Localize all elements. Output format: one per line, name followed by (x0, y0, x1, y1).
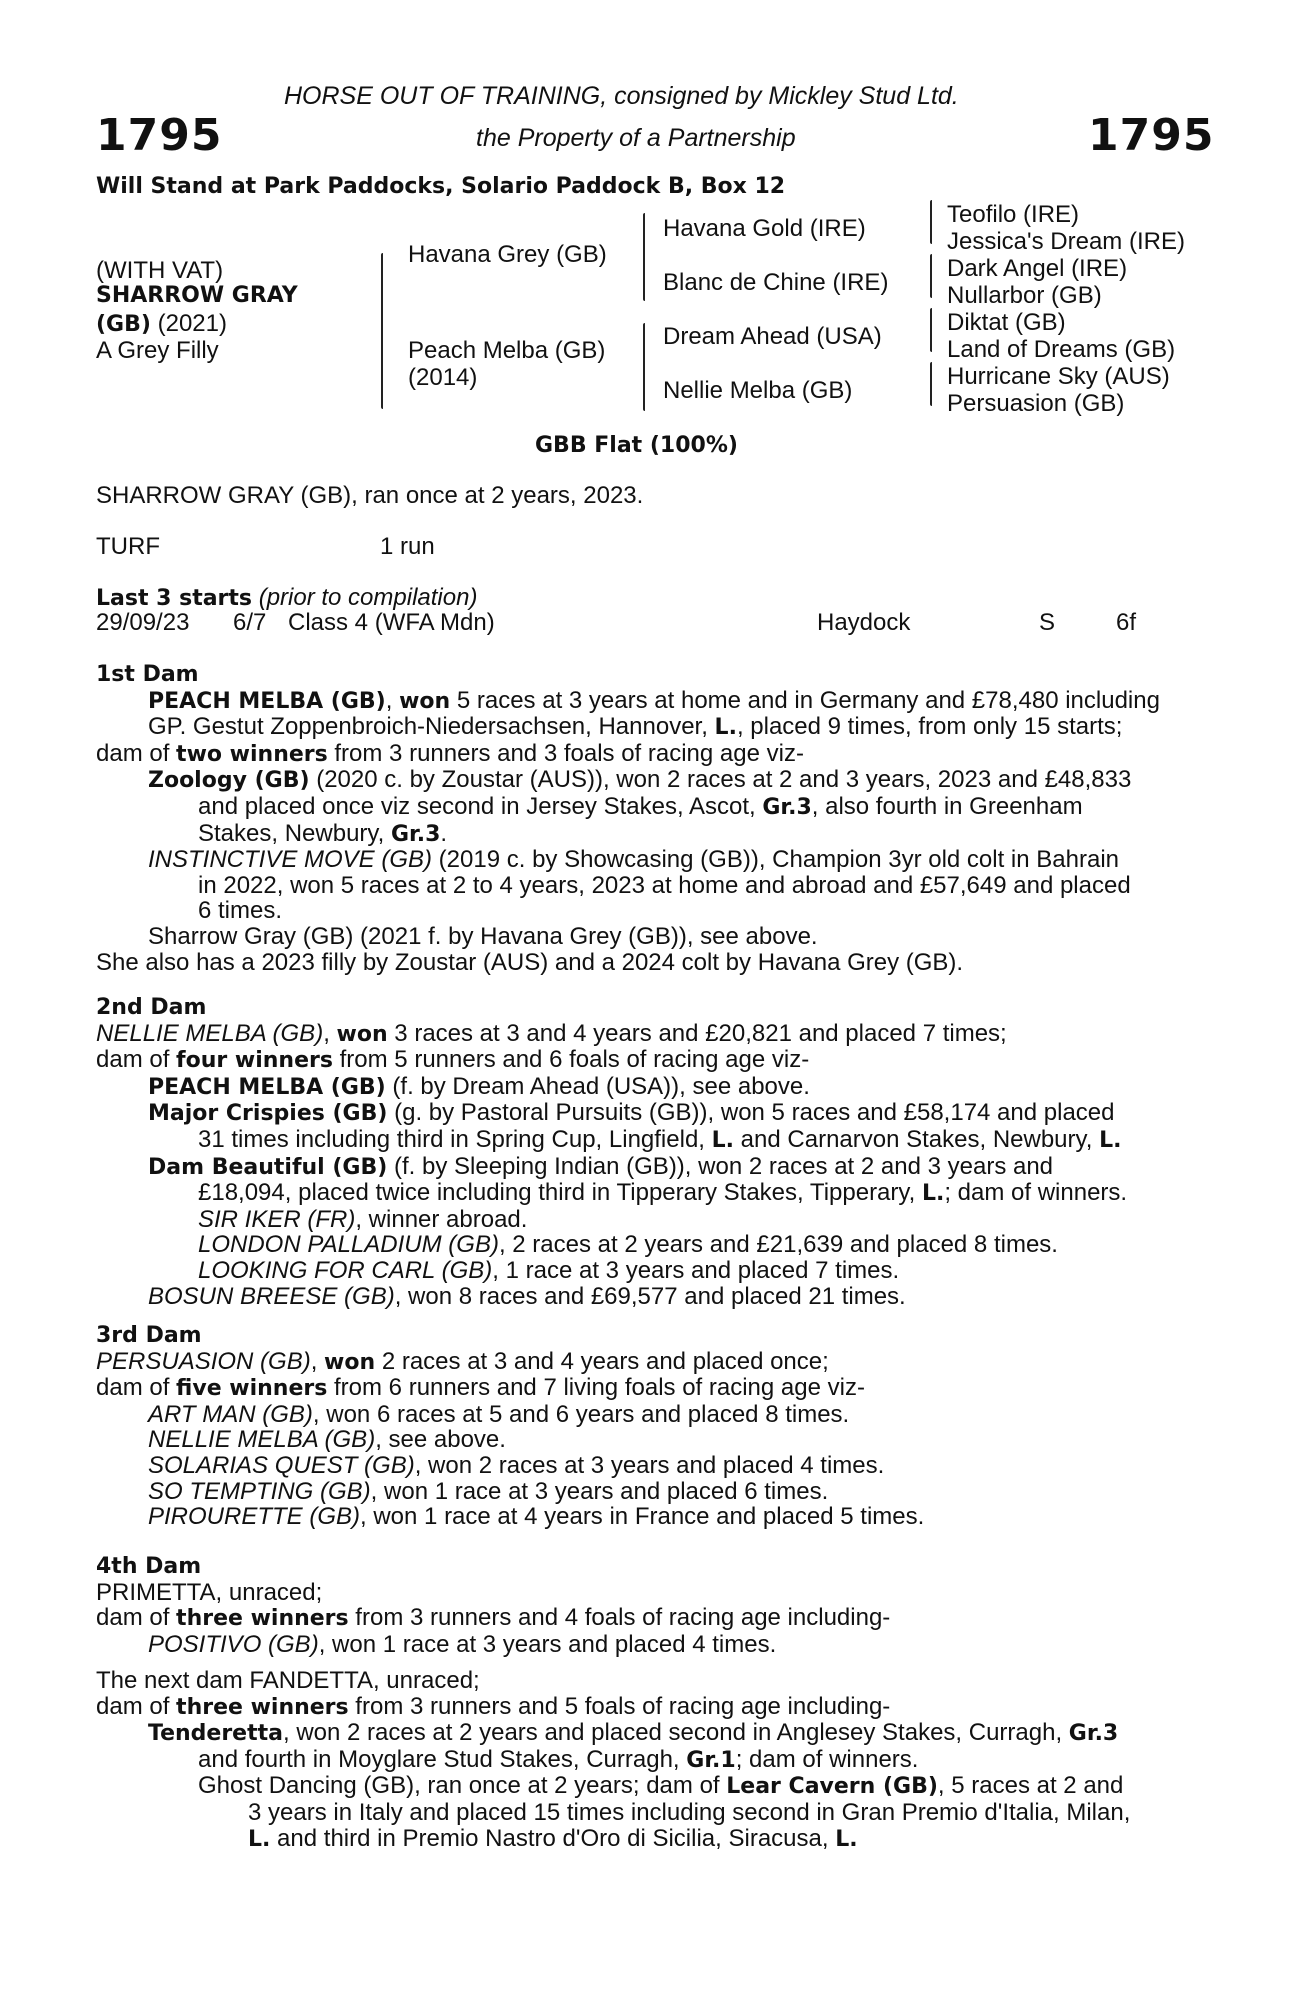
ghost-dancing-line-2: 3 years in Italy and placed 15 times including second in Gran Premio d'Italia, Milan, (248, 1798, 1131, 1826)
second-dam-heading: 2nd Dam (96, 995, 207, 1020)
pedigree-gen3-4: Nullarbor (GB) (947, 282, 1102, 309)
turf-label: TURF (96, 533, 160, 560)
vat-note: (WITH VAT) (96, 257, 224, 284)
race-summary: SHARROW GRAY (GB), ran once at 2 years, 2023. (96, 482, 644, 509)
horse-name: SHARROW GRAY (96, 283, 298, 308)
pedigree-dam-year: (2014) (408, 364, 478, 391)
pedigree-brace-g3-1 (930, 200, 932, 244)
next-dam-section (96, 1668, 1206, 1852)
pedigree-gen2-2: Blanc de Chine (IRE) (663, 269, 889, 296)
pedigree-brace-g3-3 (930, 308, 932, 352)
dam-beautiful-line-2: £18,094, placed twice including third in Tipperary Stakes, Tipperary, L.; dam of winners. (198, 1179, 1128, 1207)
pedigree-brace-dam (643, 323, 645, 411)
instinctive-line-1: INSTINCTIVE MOVE (GB) (2019 c. by Showcasing (GB)), Champion 3yr old colt in Bahrain (148, 846, 1120, 874)
pedigree-gen3-1: Teofilo (IRE) (947, 201, 1080, 228)
major-crispies-line-1: Major Crispies (GB) (g. by Pastoral Pursuits (GB)), won 5 races and £58,174 and placed (148, 1099, 1115, 1127)
third-dam-section (96, 1323, 1206, 1530)
ghost-dancing-line-1: Ghost Dancing (GB), ran once at 2 years; dam of Lear Cavern (GB), 5 races at 2 and (198, 1772, 1124, 1800)
pedigree-dam: Peach Melba (GB) (408, 337, 606, 364)
horse-description: A Grey Filly (96, 337, 219, 364)
tenderetta-line-2: and fourth in Moyglare Stud Stakes, Curragh, Gr.1; dam of winners. (198, 1745, 919, 1773)
list-item: NELLIE MELBA (GB), see above. (148, 1426, 506, 1454)
sharrow-line: Sharrow Gray (GB) (2021 f. by Havana Grey (GB)), see above. (148, 922, 818, 950)
zoology-line-3: Stakes, Newbury, Gr.3. (198, 819, 448, 847)
list-item: SO TEMPTING (GB), won 1 race at 3 years and placed 6 times. (148, 1477, 829, 1505)
pedigree-brace-main (381, 253, 383, 409)
third-dam-produce: dam of five winners from 6 runners and 7 living foals of racing age viz- (96, 1374, 865, 1402)
major-crispies-line-2: 31 times including third in Spring Cup, Lingfield, L. and Carnarvon Stakes, Newbury, L. (198, 1125, 1122, 1153)
zoology-line-2: and placed once viz second in Jersey Stakes, Ascot, Gr.3, also fourth in Greenham (198, 792, 1083, 820)
horse-country-year (96, 310, 227, 338)
pedigree-brace-sire (643, 213, 645, 301)
fourth-dam-record: PRIMETTA, unraced; (96, 1578, 323, 1606)
fourth-dam-heading: 4th Dam (96, 1554, 202, 1579)
list-item: SOLARIAS QUEST (GB), won 2 races at 3 years and placed 4 times. (148, 1451, 885, 1479)
last-starts-note: (prior to compilation) (258, 584, 478, 611)
turf-value: 1 run (380, 533, 435, 560)
last-starts-heading (96, 584, 477, 612)
pedigree-gen2-1: Havana Gold (IRE) (663, 215, 866, 242)
pedigree-gen3-8: Persuasion (GB) (947, 390, 1125, 417)
first-dam-heading: 1st Dam (96, 662, 199, 687)
last-starts-title: Last 3 starts (96, 586, 253, 611)
third-dam-heading: 3rd Dam (96, 1323, 202, 1348)
peach-melba-line: PEACH MELBA (GB) (f. by Dream Ahead (USA)), see above. (148, 1072, 810, 1100)
tenderetta-line-1: Tenderetta, won 2 races at 2 years and placed second in Anglesey Stakes, Curragh, Gr.3 (148, 1719, 1119, 1747)
fourth-dam-produce: dam of three winners from 3 runners and 4 foals of racing age including- (96, 1604, 891, 1632)
lot-number-left: 1795 (96, 110, 223, 161)
dam-beautiful-line-1: Dam Beautiful (GB) (f. by Sleeping Indian (GB)), won 2 races at 2 and 3 years and (148, 1152, 1054, 1180)
start-race: Class 4 (WFA Mdn) (288, 609, 495, 636)
consignor-line: HORSE OUT OF TRAINING, consigned by Mickley Stud Ltd. (284, 82, 959, 110)
first-dam-produce: dam of two winners from 3 runners and 3 foals of racing age viz- (96, 739, 804, 767)
list-item: ART MAN (GB), won 6 races at 5 and 6 years and placed 8 times. (148, 1400, 850, 1428)
start-going: S (1039, 609, 1056, 636)
zoology-line-1: Zoology (GB) (2020 c. by Zoustar (AUS)), won 2 races at 2 and 3 years, 2023 and £48,833 (148, 766, 1132, 794)
pedigree-gen2-3: Dream Ahead (USA) (663, 323, 882, 350)
lot-number-right: 1795 (1088, 110, 1215, 161)
positivo-line: POSITIVO (GB), won 1 race at 3 years and placed 4 times. (148, 1630, 777, 1658)
stand-location: Will Stand at Park Paddocks, Solario Paddock B, Box 12 (96, 174, 786, 199)
ghost-dancing-line-3: L. and third in Premio Nastro d'Oro di Sicilia, Siracusa, L. (248, 1824, 858, 1852)
property-line: the Property of a Partnership (476, 124, 796, 152)
second-dam-produce: dam of four winners from 5 runners and 6 foals of racing age viz- (96, 1046, 810, 1074)
start-date: 29/09/23 (96, 609, 190, 636)
instinctive-line-2: in 2022, won 5 races at 2 to 4 years, 2023 at home and abroad and £57,649 and placed (198, 871, 1131, 899)
second-dam-section (96, 995, 1206, 1309)
bosun-breese-line: BOSUN BREESE (GB), won 8 races and £69,577 and placed 21 times. (148, 1282, 906, 1310)
pedigree-gen3-3: Dark Angel (IRE) (947, 255, 1128, 282)
also-has-line: She also has a 2023 filly by Zoustar (AUS) and a 2024 colt by Havana Grey (GB). (96, 948, 964, 976)
looking-for-carl-line: LOOKING FOR CARL (GB), 1 race at 3 years and placed 7 times. (198, 1256, 900, 1284)
first-dam-record-2: GP. Gestut Zoppenbroich-Niedersachsen, Hannover, L., placed 9 times, from only 15 starts; (148, 713, 1123, 741)
london-palladium-line: LONDON PALLADIUM (GB), 2 races at 2 years and £21,639 and placed 8 times. (198, 1231, 1058, 1259)
start-position: 6/7 (233, 609, 267, 636)
second-dam-record: NELLIE MELBA (GB), won 3 races at 3 and 4 years and £20,821 and placed 7 times; (96, 1019, 1007, 1047)
first-dam-section (96, 662, 1206, 975)
next-dam-produce: dam of three winners from 3 runners and 5 foals of racing age including- (96, 1692, 891, 1720)
third-dam-record: PERSUASION (GB), won 2 races at 3 and 4 years and placed once; (96, 1347, 829, 1375)
pedigree-gen3-2: Jessica's Dream (IRE) (947, 228, 1185, 255)
pedigree-brace-g3-2 (930, 254, 932, 298)
pedigree-gen3-6: Land of Dreams (GB) (947, 336, 1176, 363)
list-item: PIROURETTE (GB), won 1 race at 4 years in France and placed 5 times. (148, 1503, 925, 1531)
pedigree-gen2-4: Nellie Melba (GB) (663, 377, 853, 404)
fourth-dam-section (96, 1554, 1206, 1657)
pedigree-brace-g3-4 (930, 362, 932, 406)
start-distance: 6f (1116, 609, 1137, 636)
pedigree-gen3-7: Hurricane Sky (AUS) (947, 363, 1170, 390)
start-course: Haydock (817, 609, 911, 636)
gbb-rating: GBB Flat (100%) (535, 433, 738, 458)
sir-iker-line: SIR IKER (FR), winner abroad. (198, 1205, 528, 1233)
instinctive-line-3: 6 times. (198, 897, 283, 925)
pedigree-gen3-5: Diktat (GB) (947, 309, 1066, 336)
first-dam-record: PEACH MELBA (GB), won 5 races at 3 years at home and in Germany and £78,480 including (148, 686, 1160, 714)
horse-year: (2021) (157, 310, 227, 337)
pedigree-sire: Havana Grey (GB) (408, 241, 607, 268)
horse-country: (GB) (96, 312, 151, 337)
next-dam-record: The next dam FANDETTA, unraced; (96, 1667, 480, 1694)
